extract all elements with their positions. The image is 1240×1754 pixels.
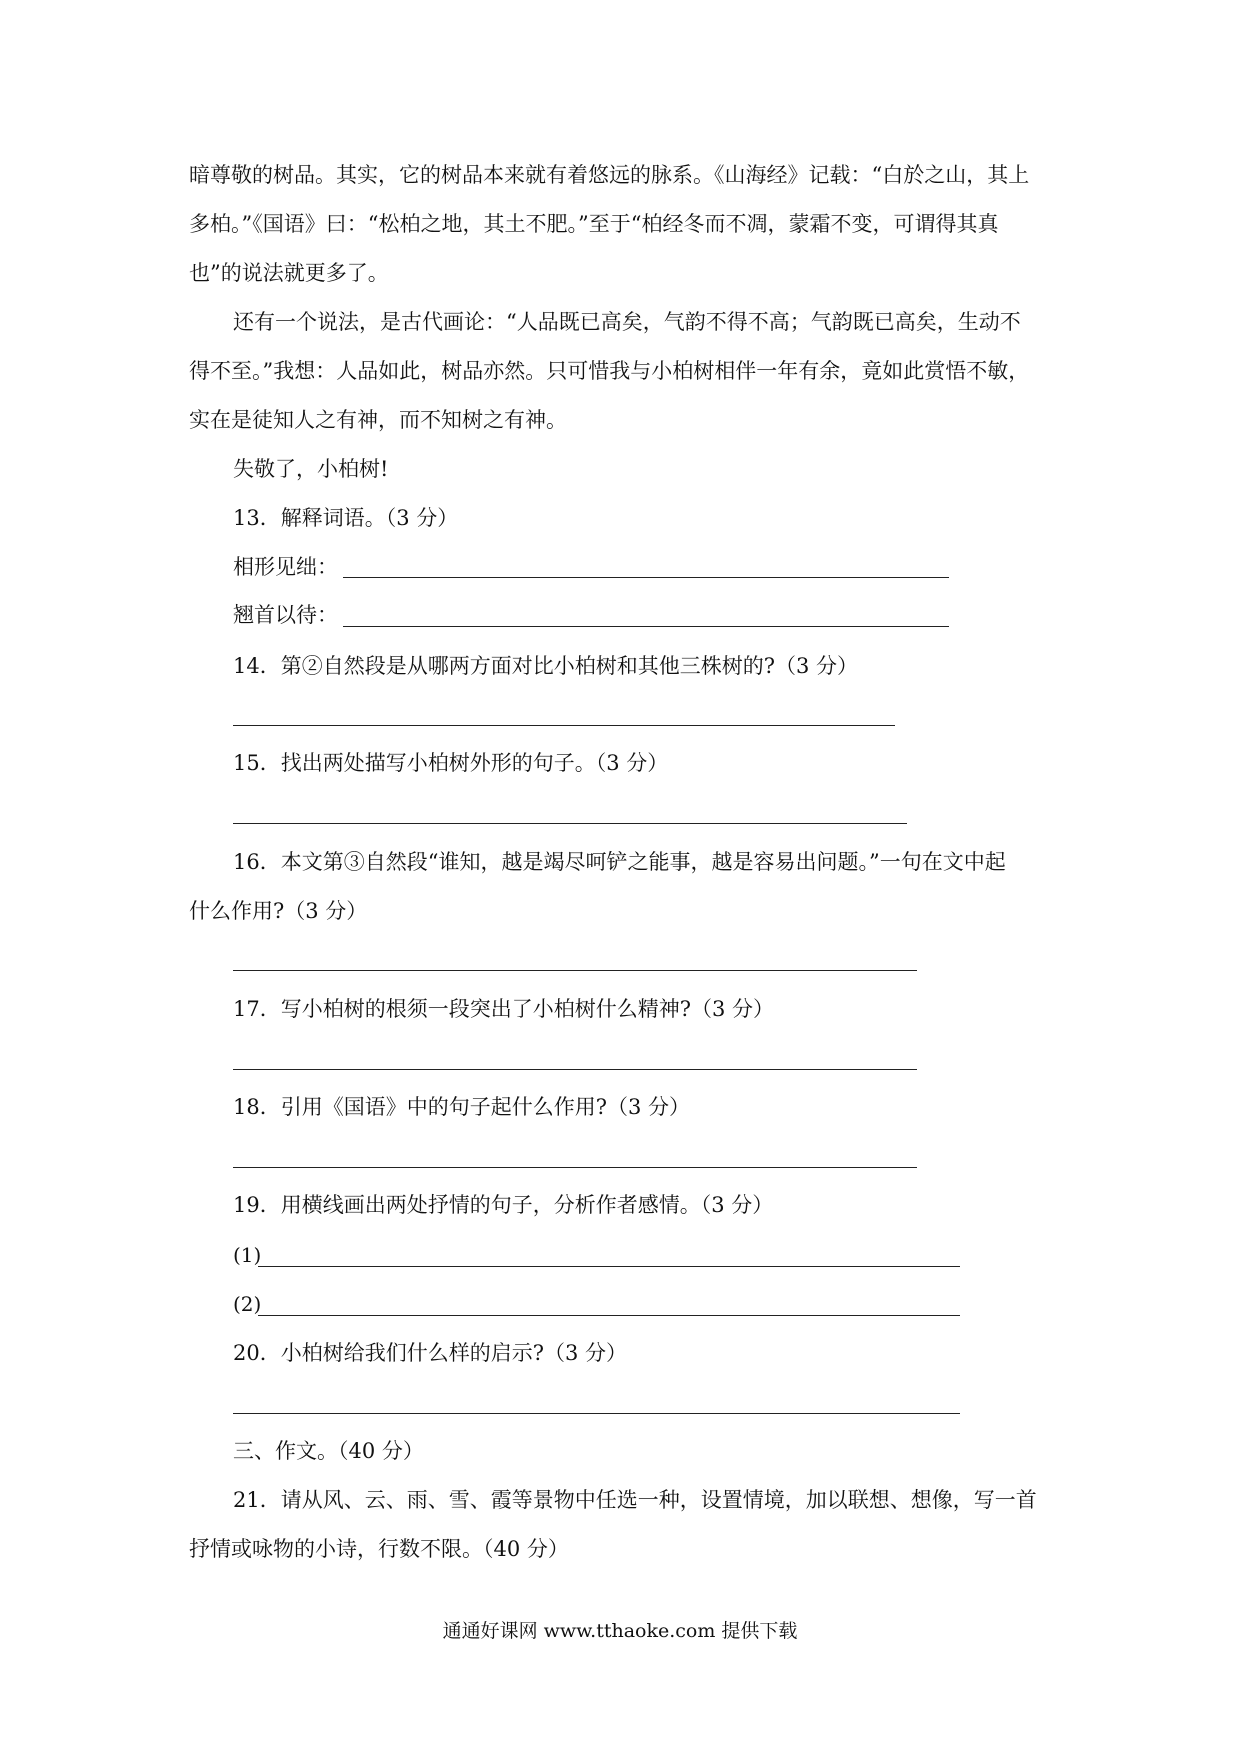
question-18: 18．引用《国语》中的句子起什么作用?（3 分） bbox=[233, 1095, 691, 1119]
question-13: 13．解释词语。（3 分） bbox=[233, 506, 459, 530]
passage-p2-line2: 得不至。”我想：人品如此，树品亦然。只可惜我与小柏树相伴一年有余，竟如此赏悟不敏， bbox=[189, 359, 1030, 383]
passage-p2-line1: 还有一个说法，是古代画论：“人品既已高矣，气韵不得不高；气韵既已高矣，生动不 bbox=[233, 310, 1021, 334]
answer-line-19-2[interactable] bbox=[258, 1315, 960, 1316]
answer-line-17[interactable] bbox=[233, 1069, 917, 1070]
question-17: 17．写小柏树的根须一段突出了小柏树什么精神?（3 分） bbox=[233, 997, 775, 1021]
question-13-term2: 翘首以待： bbox=[233, 603, 338, 627]
answer-line-16[interactable] bbox=[233, 970, 917, 971]
answer-line-20[interactable] bbox=[233, 1413, 960, 1414]
passage-p1-line1: 暗尊敬的树品。其实，它的树品本来就有着悠远的脉系。《山海经》记载：“白於之山，其上 bbox=[189, 163, 1030, 187]
question-14: 14．第②自然段是从哪两方面对比小柏树和其他三株树的?（3 分） bbox=[233, 654, 859, 678]
passage-p1-line2: 多柏。”《国语》曰：“松柏之地，其土不肥。”至于“柏经冬而不凋，蒙霜不变，可谓得其真 bbox=[189, 212, 999, 236]
passage-p3: 失敬了，小柏树! bbox=[233, 457, 389, 481]
page-footer: 通通好课网 www.tthaoke.com 提供下载 bbox=[442, 1620, 798, 1642]
passage-p2-line3: 实在是徒知人之有神，而不知树之有神。 bbox=[189, 408, 567, 432]
question-19-item2-label: (2) bbox=[233, 1292, 262, 1316]
question-15: 15．找出两处描写小柏树外形的句子。（3 分） bbox=[233, 751, 669, 775]
passage-p1-line3: 也”的说法就更多了。 bbox=[189, 261, 389, 285]
question-19: 19．用横线画出两处抒情的句子，分析作者感情。（3 分） bbox=[233, 1193, 774, 1217]
section-3-heading: 三、作文。（40 分） bbox=[233, 1439, 424, 1463]
question-20: 20．小柏树给我们什么样的启示?（3 分） bbox=[233, 1341, 628, 1365]
answer-line-19-1[interactable] bbox=[258, 1266, 960, 1267]
answer-line-15[interactable] bbox=[233, 823, 907, 824]
answer-line-14[interactable] bbox=[233, 725, 895, 726]
question-21-line1: 21．请从风、云、雨、雪、霞等景物中任选一种，设置情境，加以联想、想像，写一首 bbox=[233, 1488, 1037, 1512]
question-19-item1-label: (1) bbox=[233, 1243, 262, 1267]
answer-line-18[interactable] bbox=[233, 1167, 917, 1168]
question-16-line1: 16．本文第③自然段“谁知，越是竭尽呵铲之能事，越是容易出问题。”一句在文中起 bbox=[233, 850, 1006, 874]
question-16-line2: 什么作用?（3 分） bbox=[189, 899, 368, 923]
question-21-line2: 抒情或咏物的小诗，行数不限。（40 分） bbox=[189, 1537, 569, 1561]
question-13-term1: 相形见绌： bbox=[233, 555, 338, 579]
answer-line-13-2[interactable] bbox=[343, 626, 949, 627]
answer-line-13-1[interactable] bbox=[343, 577, 949, 578]
